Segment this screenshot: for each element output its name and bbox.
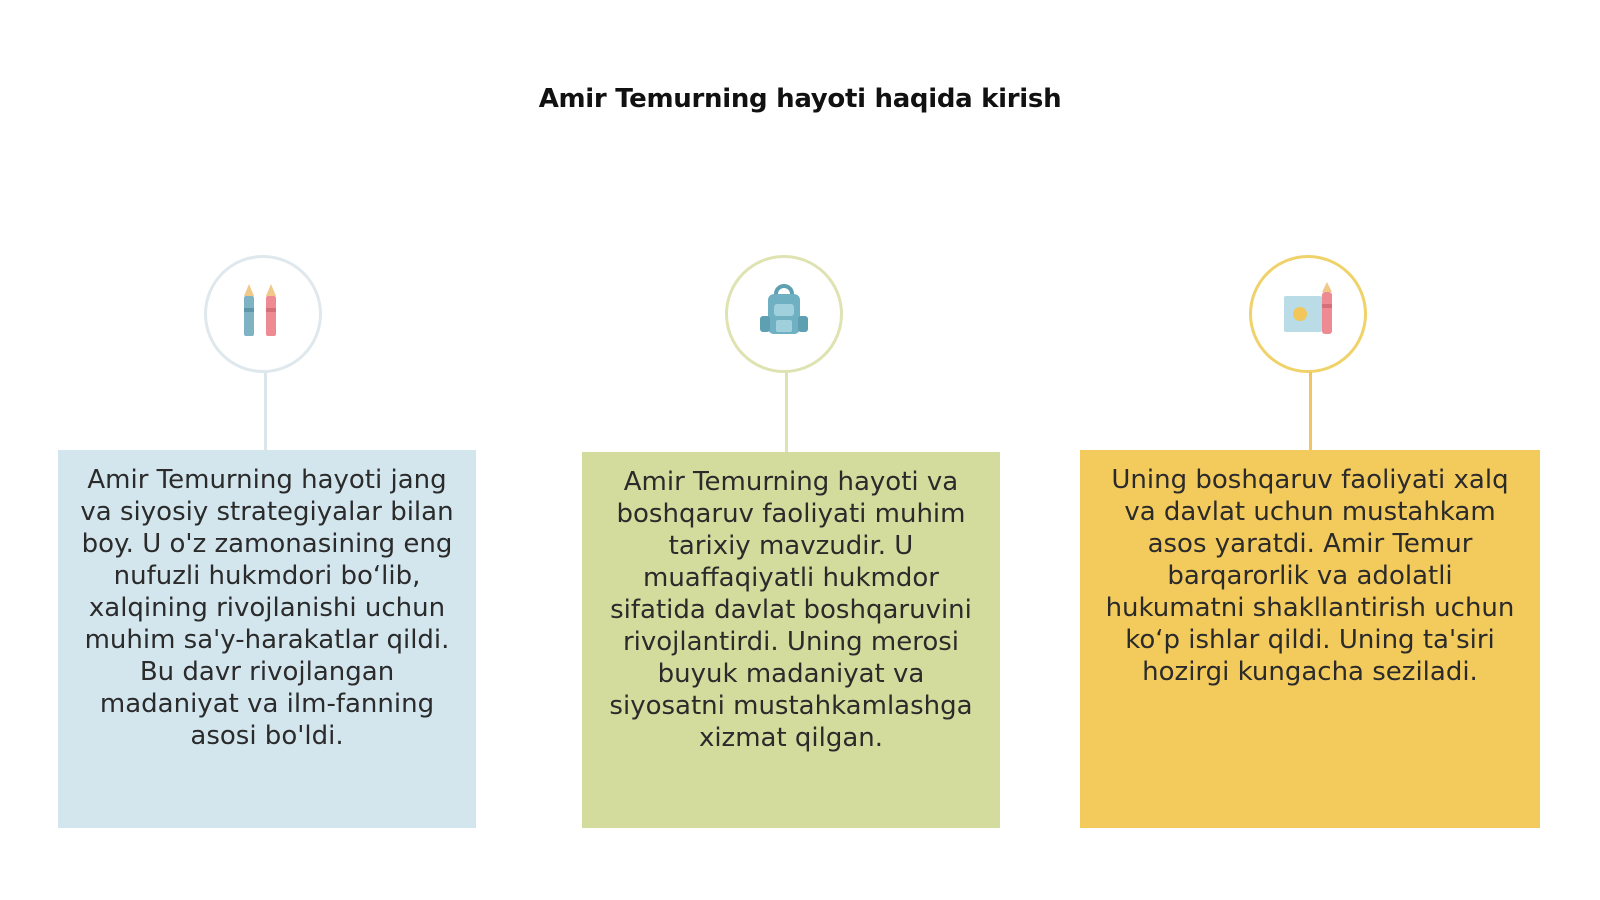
icon-circle-1 [204, 255, 322, 373]
icon-circle-2 [725, 255, 843, 373]
connector-line-1 [264, 372, 267, 450]
connector-line-3 [1309, 372, 1312, 450]
info-card-3 [1080, 450, 1540, 828]
info-card-1 [58, 450, 476, 828]
backpack-icon [754, 282, 814, 347]
info-card-text-3: Uning boshqaruv faoliyati xalq va davlat uchun mustahkam asos yaratdi. Amir Temur barqarorlik va adolatli hukumatni shakllantirish uchun ko‘p ishlar qildi. Uning ta'siri hozirgi kungacha seziladi. [1105, 465, 1515, 687]
icon-circle-3 [1249, 255, 1367, 373]
page-title: Amir Temurning hayoti haqida kirish [538, 84, 1062, 114]
canvas-and-brush-icon [1278, 282, 1338, 347]
info-card-text-2: Amir Temurning hayoti va boshqaruv faoliyati muhim tarixiy mavzudir. U muaffaqiyatli hukmdor sifatida davlat boshqaruvini rivojlantirdi. Uning merosi buyuk madaniyat va siyosatni mustahkamlashga xizmat qilgan. [609, 467, 973, 753]
info-card-2 [582, 452, 1000, 828]
pencils-icon [238, 282, 288, 347]
connector-line-2 [785, 372, 788, 452]
info-card-text-1: Amir Temurning hayoti jang va siyosiy strategiyalar bilan boy. U o'z zamonasining eng nufuzli hukmdori bo‘lib, xalqining rivojlanishi uchun muhim sa'y-harakatlar qildi. Bu davr rivojlangan madaniyat va ilm-fanning asosi bo'ldi. [80, 465, 454, 751]
